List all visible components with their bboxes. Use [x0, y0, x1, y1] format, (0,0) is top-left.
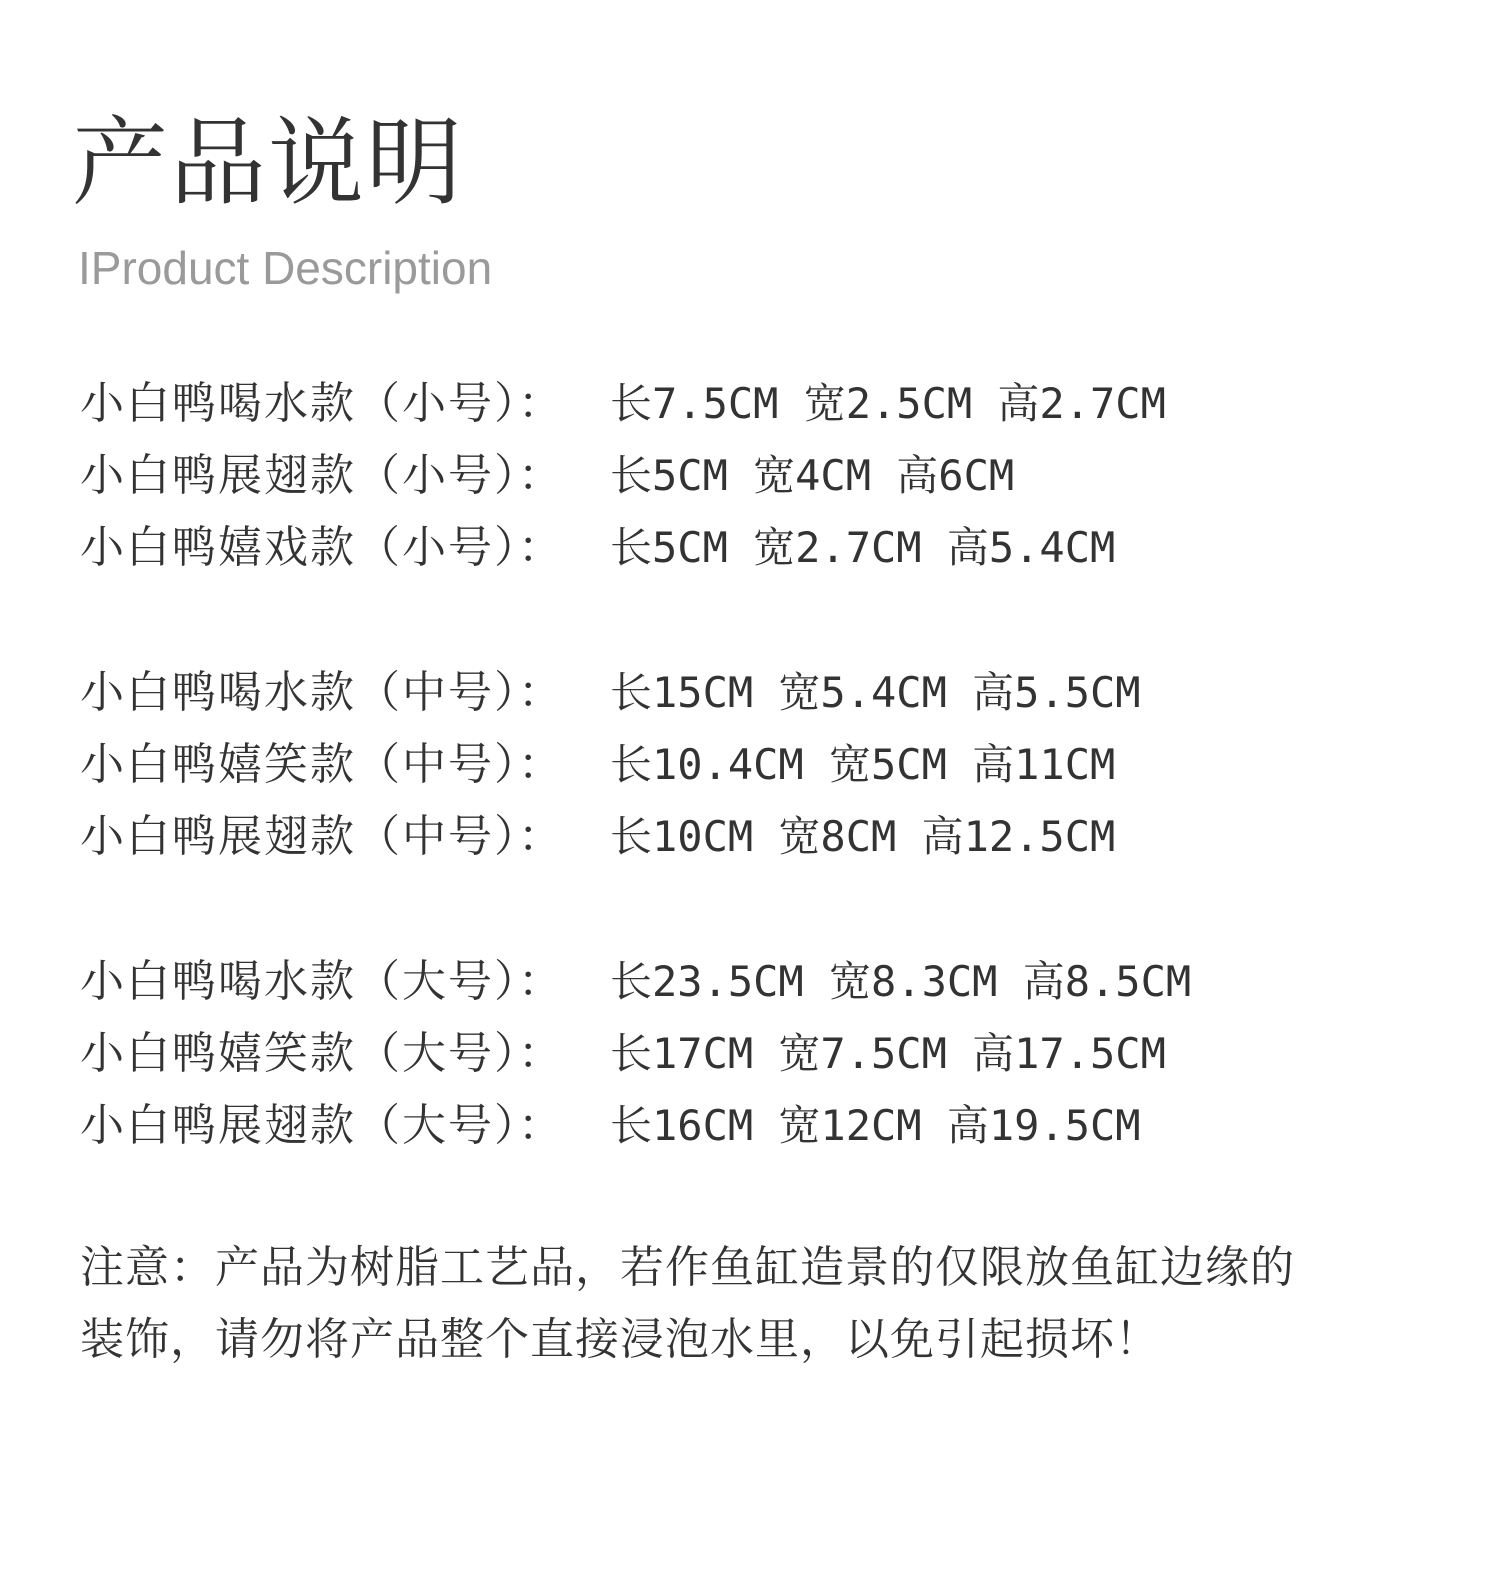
spec-name: 小白鸭嬉笑款（中号）： — [80, 739, 564, 790]
spec-dimensions: 长10.4CM 宽5CM 高11CM — [610, 740, 1116, 789]
spec-dimensions: 长7.5CM 宽2.5CM 高2.7CM — [610, 379, 1166, 428]
spec-row — [80, 1018, 1460, 1090]
spec-group-small — [80, 368, 1460, 584]
spec-dimensions: 长5CM 宽2.7CM 高5.4CM — [610, 523, 1116, 572]
spec-row — [80, 729, 1460, 801]
spec-name: 小白鸭展翅款（中号）： — [80, 811, 564, 862]
care-note-line: 注意：产品为树脂工艺品，若作鱼缸造景的仅限放鱼缸边缘的 — [80, 1242, 1295, 1293]
spec-name: 小白鸭展翅款（大号）： — [80, 1100, 564, 1151]
spec-name: 小白鸭嬉笑款（大号）： — [80, 1028, 564, 1079]
spec-name: 小白鸭展翅款（小号）： — [80, 450, 564, 501]
spec-row — [80, 368, 1460, 440]
page-title: 产品说明 — [72, 107, 464, 219]
care-note — [80, 1232, 1440, 1376]
spec-row — [80, 801, 1460, 873]
spec-dimensions: 长10CM 宽8CM 高12.5CM — [610, 812, 1116, 861]
spec-list — [80, 368, 1460, 1235]
spec-row — [80, 440, 1460, 512]
spec-dimensions: 长15CM 宽5.4CM 高5.5CM — [610, 668, 1141, 717]
spec-dimensions: 长5CM 宽4CM 高6CM — [610, 451, 1015, 500]
spec-dimensions: 长17CM 宽7.5CM 高17.5CM — [610, 1029, 1166, 1078]
spec-name: 小白鸭喝水款（小号）： — [80, 378, 564, 429]
spec-dimensions: 长16CM 宽12CM 高19.5CM — [610, 1101, 1141, 1150]
spec-dimensions: 长23.5CM 宽8.3CM 高8.5CM — [610, 957, 1192, 1006]
spec-row — [80, 657, 1460, 729]
spec-name: 小白鸭喝水款（中号）： — [80, 667, 564, 718]
care-note-line: 装饰，请勿将产品整个直接浸泡水里，以免引起损坏！ — [80, 1314, 1160, 1365]
spec-row — [80, 1090, 1460, 1162]
page-subtitle: IProduct Description — [78, 242, 493, 294]
spec-name: 小白鸭嬉戏款（小号）： — [80, 522, 564, 573]
spec-row — [80, 946, 1460, 1018]
spec-name: 小白鸭喝水款（大号）： — [80, 956, 564, 1007]
spec-group-large — [80, 946, 1460, 1162]
spec-group-medium — [80, 657, 1460, 873]
spec-row — [80, 512, 1460, 584]
